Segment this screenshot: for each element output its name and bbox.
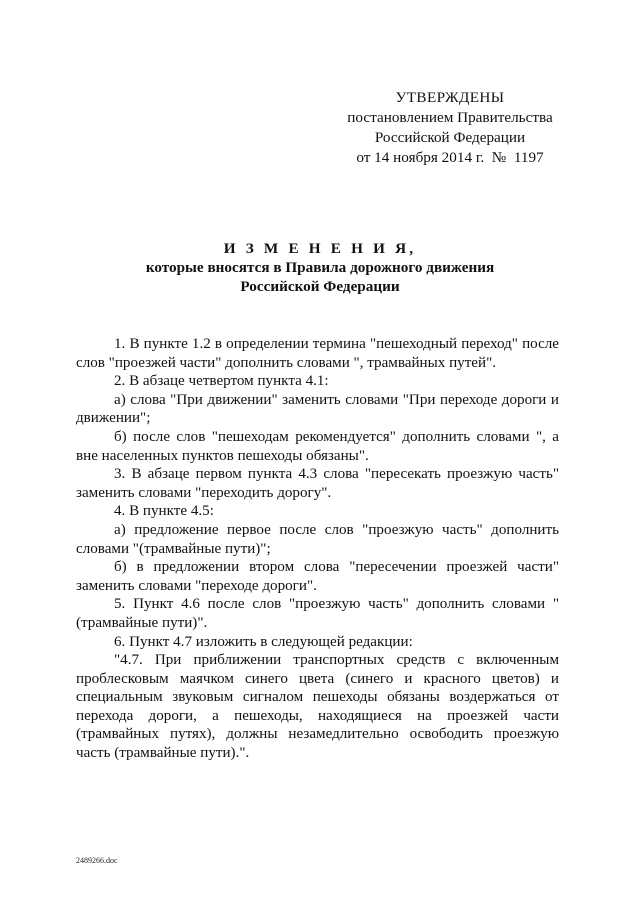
document-title: И З М Е Н Е Н И Я, — [223, 240, 417, 257]
paragraph-1: 1. В пункте 1.2 в определении термина "пешеходный переход" после слов "проезжей части" дополнить словами ", трамвайных путей". — [76, 336, 559, 371]
paragraph-5: 3. В абзаце первом пункта 4.3 слова "пересекать проезжую часть" заменить словами "переходить дорогу". — [76, 466, 559, 501]
paragraph-4: б) после слов "пешеходам рекомендуется" дополнить словами ", а вне населенных пунктов пешеходы обязаны". — [76, 428, 559, 464]
file-reference: 2489266.doc — [76, 856, 118, 865]
paragraph-2: 2. В абзаце четвертом пункта 4.1: — [114, 373, 329, 390]
paragraph-9: 5. Пункт 4.6 после слов "проезжую часть" дополнить словами "(трамвайные пути)". — [76, 596, 559, 631]
paragraph-7: а) предложение первое после слов "проезжую часть" дополнить словами "(трамвайные пути)"; — [76, 521, 559, 557]
document-subtitle-line-2: Российской Федерации — [240, 278, 400, 295]
approval-line-2: Российской Федерации — [374, 129, 526, 146]
approval-line-1: постановлением Правительства — [347, 109, 553, 126]
document-subtitle-line-1: которые вносятся в Правила дорожного движения — [145, 259, 495, 276]
approval-heading: УТВЕРЖДЕНЫ — [395, 89, 505, 106]
paragraph-8: б) в предложении втором слова "пересечении проезжей части" заменить словами "переходе дороги". — [76, 559, 559, 594]
paragraph-10: 6. Пункт 4.7 изложить в следующей редакции: — [114, 633, 413, 650]
document-body — [76, 335, 559, 763]
paragraph-6: 4. В пункте 4.5: — [114, 503, 214, 520]
approval-line-3: от 14 ноября 2014 г. № 1197 — [356, 149, 544, 166]
paragraph-11: "4.7. При приближении транспортных средств с включенным проблесковым маячком синего цвета (синего и красного цветов) и специальным звуковым сигналом пешеходы обязаны воздержаться от перехода дороги, а пешеходы, находящиеся на проезжей части (трамвайных путях), должны незамедлительно освободить проезжую часть (трамвайные пути).". — [76, 652, 559, 762]
approval-block — [330, 88, 570, 168]
document-title-block — [75, 239, 565, 296]
paragraph-3: а) слова "При движении" заменить словами "При переходе дороги и движении"; — [76, 391, 559, 427]
